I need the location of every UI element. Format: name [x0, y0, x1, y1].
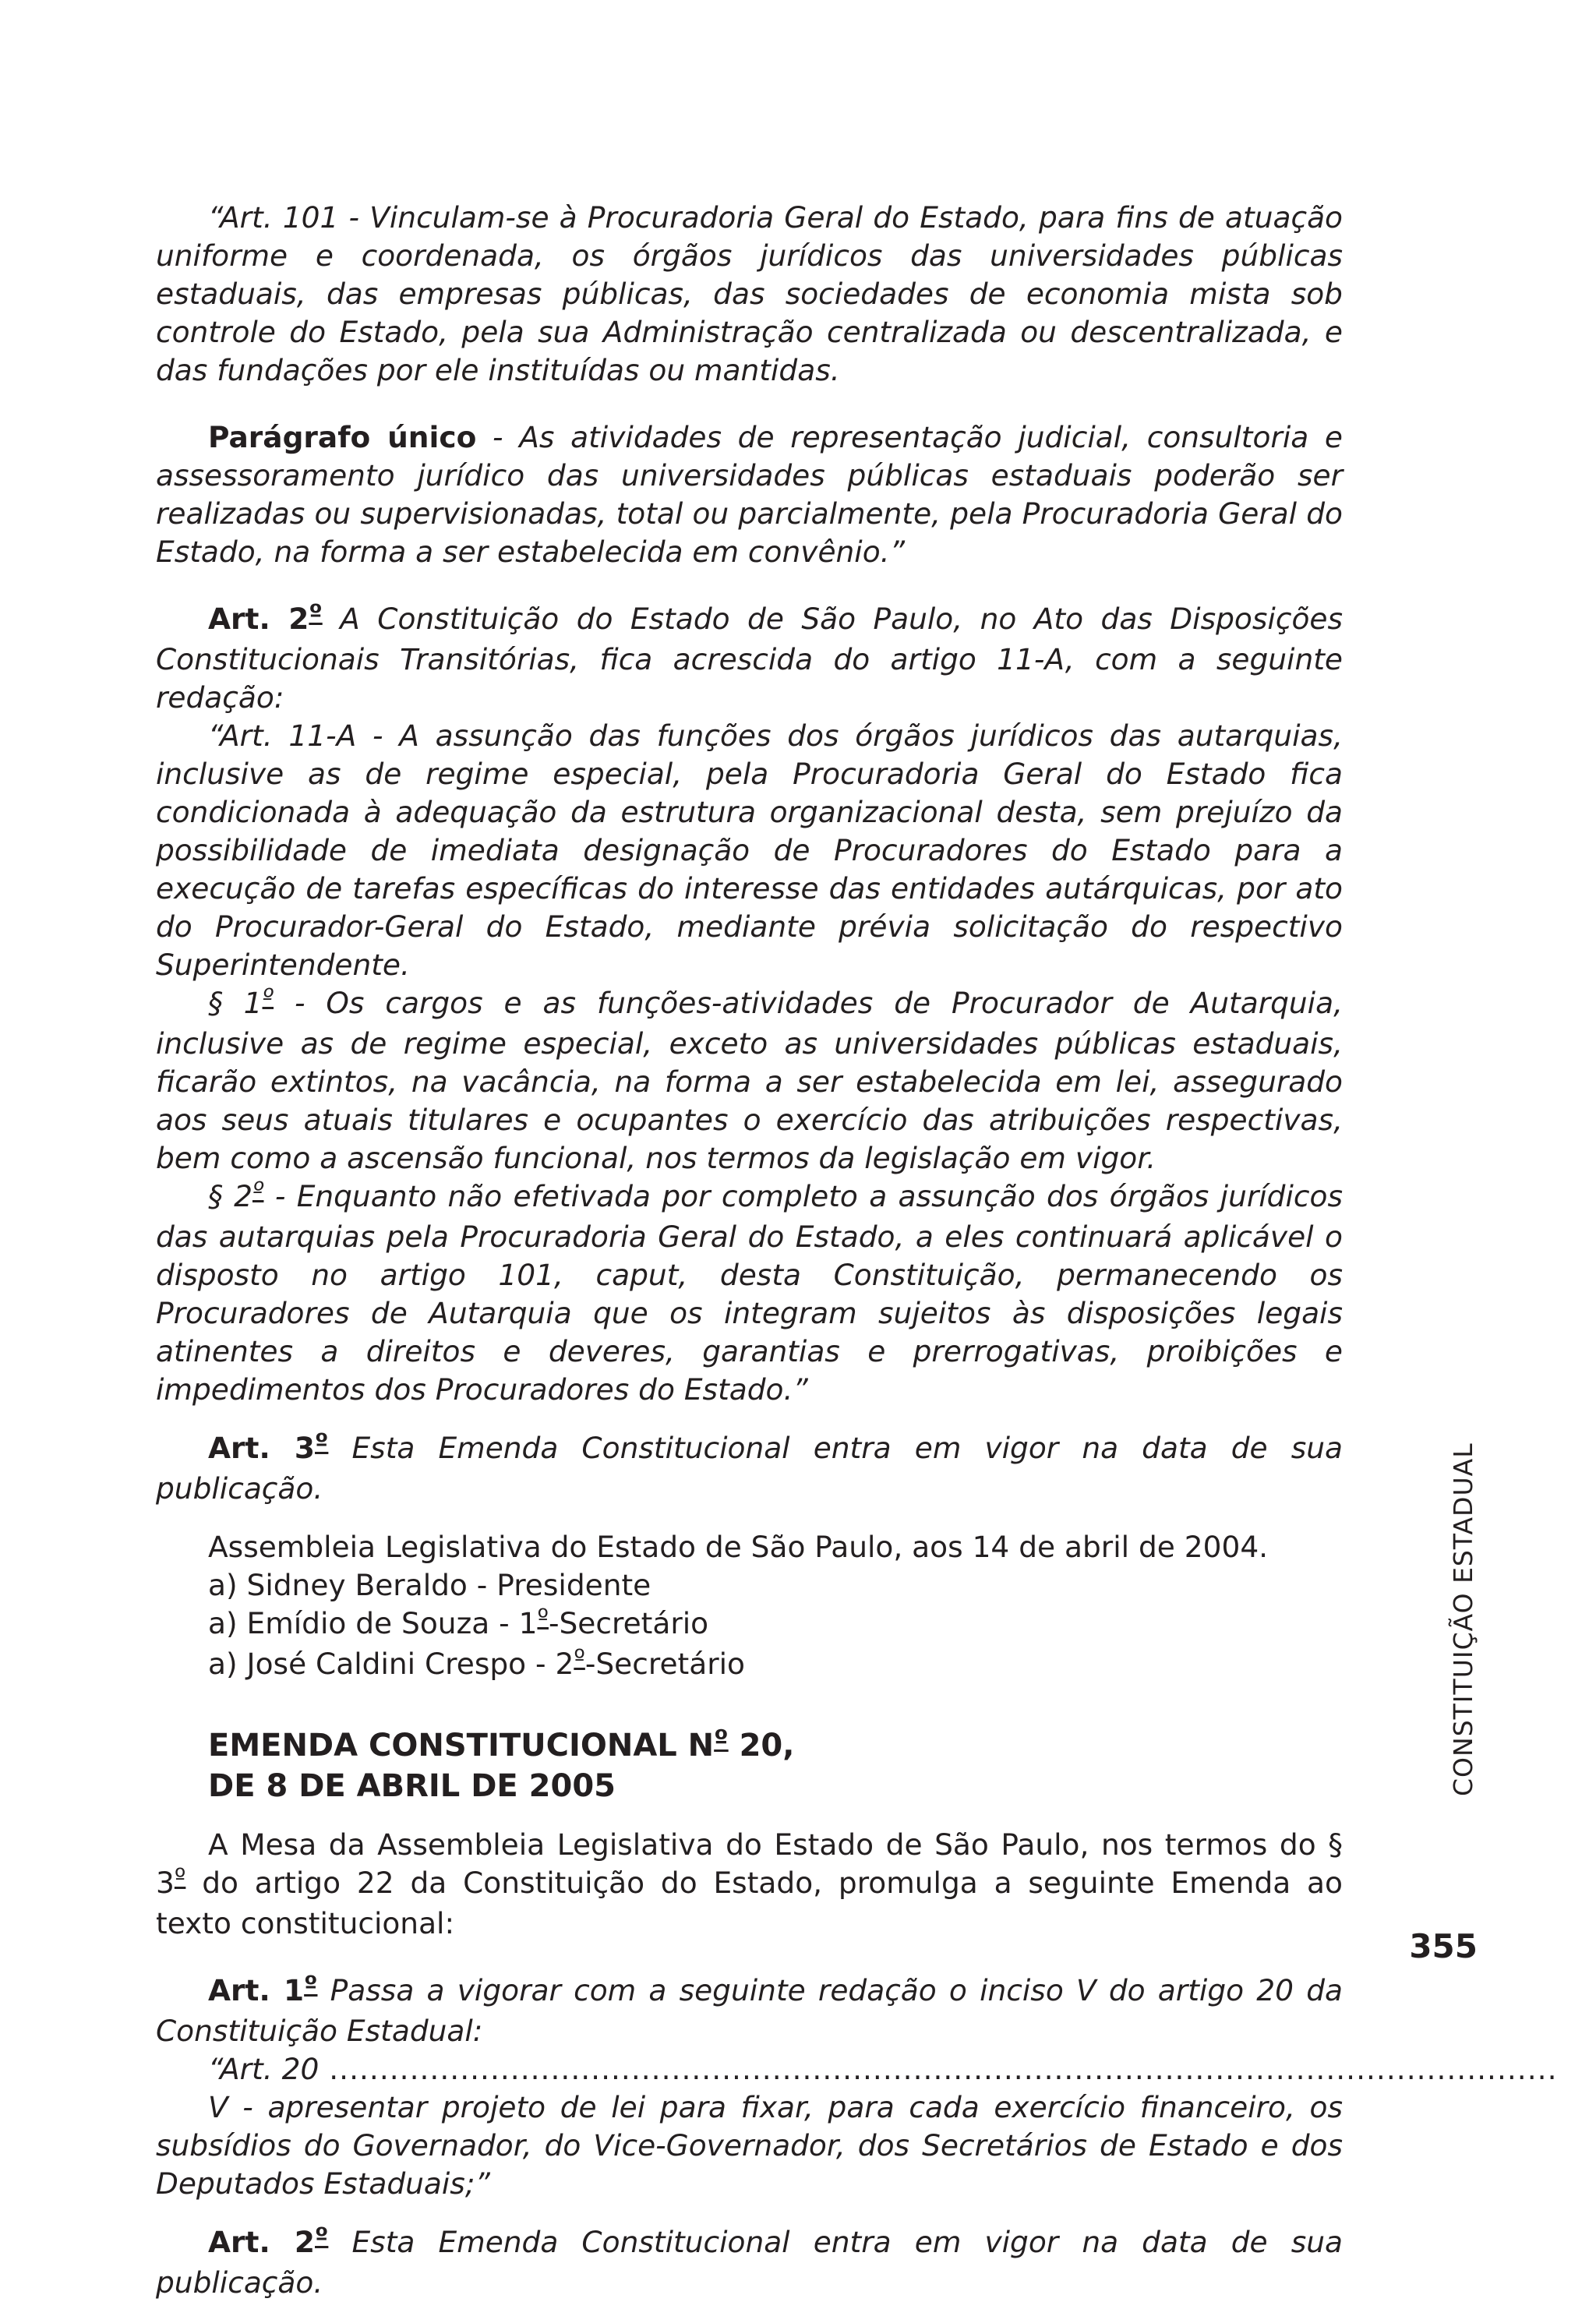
art-11a-section-2 [156, 1177, 1343, 1409]
section-2-prefix: § 2 [208, 1179, 252, 1213]
art-11a-paragraph [156, 717, 1343, 984]
section-1-ordinal: º [262, 983, 274, 1012]
signature-second-secretary-name: a) José Caldini Crespo - 2 [208, 1647, 574, 1681]
art-2-ordinal: º [309, 599, 323, 628]
signature-second-secretary-role: -Secretário [584, 1647, 745, 1681]
art-101-text: “Art. 101 - Vinculam-se à Procuradoria Geral do Estado, para fins de atuação uniforme e coordenada, os órgãos jurídicos das universidades públicas estaduais, das empresas públicas, das sociedades de economia mista sob controle do Estado, pela sua Administração centralizada ou descentralizada, e das fundações por ele instituídas ou mantidas. [156, 200, 1343, 387]
heading-ordinal: º [714, 1724, 729, 1754]
art-2-label: Art. 2 [208, 602, 309, 636]
emenda-20-art-1-label: Art. 1 [208, 1973, 305, 2007]
section-2-text: - Enquanto não efetivada por completo a assunção dos órgãos jurídicos das autarquias pela Procuradoria Geral do Estado, a eles continuará aplicável o disposto no artigo 101, caput, desta Constituição, permanecendo os Procuradores de Autarquia que os integram sujeitos às disposições legais atinentes a direitos e deveres, garantias e prerrogativas, proibições e impedimentos dos Procuradores do Estado.” [156, 1179, 1343, 1407]
signature-president: a) Sidney Beraldo - Presidente [208, 1568, 651, 1602]
paragrafo-unico-text: - As atividades de representação judicial, consultoria e assessoramento jurídico das universidades públicas estaduais poderão ser realizadas ou supervisionadas, total ou parcialmente, pela Procuradoria Geral do Estado, na forma a ser estabelecida em convênio.” [156, 420, 1343, 569]
art-3-text: Esta Emenda Constitucional entra em vigor na data de sua publicação. [156, 1431, 1343, 1506]
signature-first-secretary [156, 1605, 1343, 1645]
heading-number: 20, [728, 1728, 795, 1764]
inciso-v-text: V - apresentar projeto de lei para fixar, para cada exercício financeiro, os subsídios do Governador, do Vice-Governador, dos Secretários de Estado e dos Deputados Estaduais;” [156, 2090, 1343, 2201]
art-2-text: A Constituição do Estado de São Paulo, no Ato das Disposições Constitucionais Transitórias, fica acrescida do artigo 11-A, com a seguinte redação: [156, 602, 1343, 715]
emenda-20-art-2-label: Art. 2 [208, 2225, 316, 2259]
preamble-ordinal: º [174, 1863, 186, 1892]
art-20-dots: .......................................................................................................................... [319, 2052, 1558, 2086]
art-101-paragraph [156, 199, 1343, 390]
side-section-label: CONSTITUIÇÃO ESTADUAL [1448, 1442, 1478, 1796]
place-date: Assembleia Legislativa do Estado de São Paulo, aos 14 de abril de 2004. [208, 1530, 1269, 1564]
art-3-label: Art. 3 [208, 1431, 316, 1465]
emenda-20-art-2-text: Esta Emenda Constitucional entra em vigor na data de sua publicação. [156, 2225, 1343, 2300]
signature-first-secretary-name: a) Emídio de Souza - 1 [208, 1606, 538, 1640]
paragrafo-unico [156, 418, 1343, 571]
preamble-suffix: do artigo 22 da Constituição do Estado, promulga a seguinte Emenda ao texto constitucional: [156, 1866, 1343, 1940]
signature-second-secretary-ordinal: º [574, 1644, 585, 1673]
emenda-20-heading [156, 1726, 1343, 1806]
art-11a-section-1 [156, 984, 1343, 1177]
emenda-20-preamble [156, 1826, 1343, 1943]
emenda-20-heading-line-1 [208, 1726, 1343, 1767]
section-1-text: - Os cargos e as funções-atividades de Procurador de Autarquia, inclusive as de regime especial, exceto as universidades públicas estaduais, ficarão extintos, na vacância, na forma a ser estabelecida em lei, assegurado aos seus atuais titulares e ocupantes o exercício das atribuições respectivas, bem como a ascensão funcional, nos termos da legislação em vigor. [156, 986, 1344, 1175]
signature-first-secretary-ordinal: º [537, 1604, 549, 1633]
emenda-20-art-2-ordinal: º [315, 2223, 329, 2251]
art-20-label: “Art. 20 [208, 2052, 320, 2086]
emenda-20-art-2 [156, 2223, 1343, 2302]
art-2-paragraph [156, 600, 1343, 717]
section-1-prefix: § 1 [208, 986, 263, 1020]
signature-block [156, 1528, 1343, 1686]
heading-prefix: EMENDA CONSTITUCIONAL N [208, 1728, 715, 1764]
page-number: 355 [1409, 1927, 1478, 1965]
inciso-v [156, 2088, 1343, 2203]
signature-second-secretary [156, 1645, 1343, 1686]
section-2-ordinal: º [252, 1177, 264, 1206]
emenda-20-art-1-ordinal: º [304, 1971, 318, 2000]
signature-first-secretary-role: -Secretário [548, 1606, 709, 1640]
art-3-ordinal: º [315, 1428, 329, 1457]
paragrafo-unico-label: Parágrafo único [208, 420, 477, 454]
preamble-prefix: A Mesa da Assembleia Legislativa do Estado de São Paulo, nos termos do § 3 [156, 1827, 1343, 1900]
emenda-20-art-1 [156, 1972, 1343, 2050]
art-3-paragraph [156, 1429, 1343, 1508]
art-20-line [156, 2050, 1558, 2088]
emenda-20-art-1-text: Passa a vigorar com a seguinte redação o inciso V do artigo 20 da Constituição Estadual: [156, 1973, 1343, 2048]
art-11a-text: “Art. 11-A - A assunção das funções dos órgãos jurídicos das autarquias, inclusive as de regime especial, pela Procuradoria Geral do Estado fica condicionada à adequação da estrutura organizacional desta, sem prejuízo da possibilidade de imediata designação de Procuradores do Estado para a execução de tarefas específicas do interesse das entidades autárquicas, por ato do Procurador-Geral do Estado, mediante prévia solicitação do respectivo Superintendente. [156, 718, 1343, 982]
emenda-20-heading-line-2: DE 8 DE ABRIL DE 2005 [208, 1768, 616, 1804]
